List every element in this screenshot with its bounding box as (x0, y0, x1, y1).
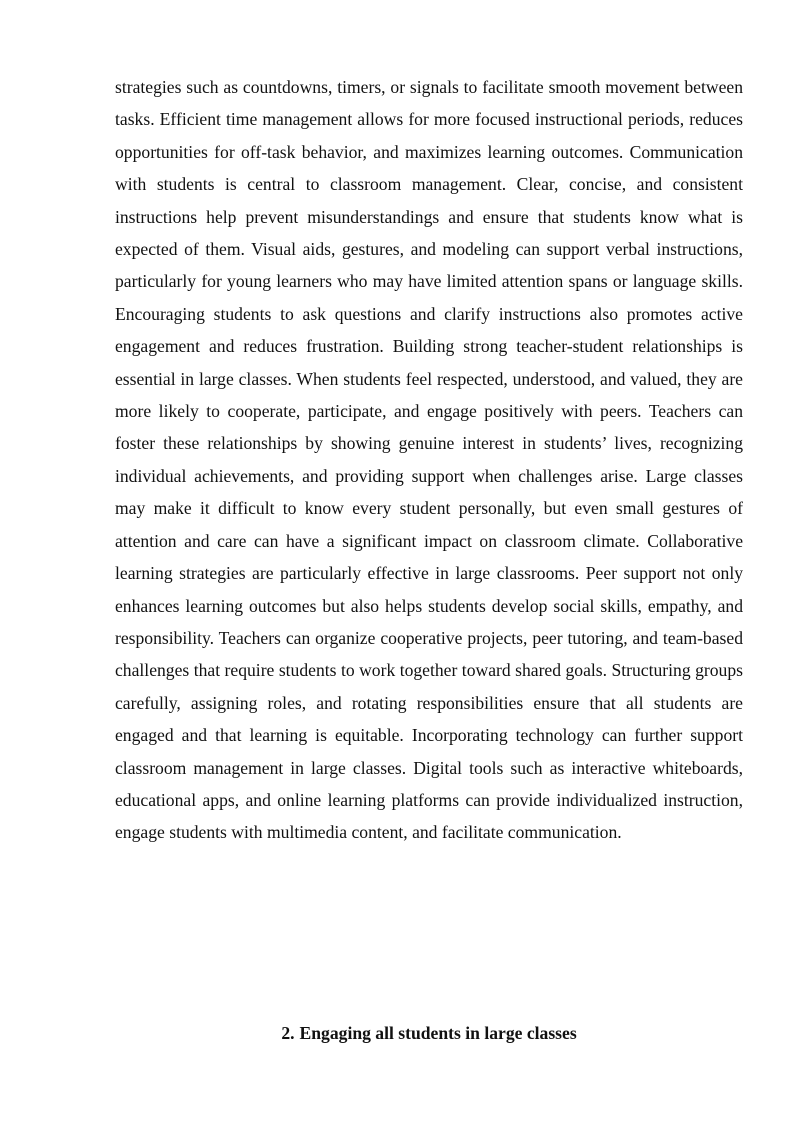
section-heading (115, 1017, 743, 1049)
section-number: 2. (281, 1023, 295, 1043)
section-title: Engaging all students in large classes (299, 1023, 577, 1043)
body-paragraph: strategies such as countdowns, timers, or signals to facilitate smooth movement between tasks. Efficient time management allows for more focused instructional periods, reduces opportunities for off-task behavior, and maximizes learning outcomes. Communication with students is central to classroom management. Clear, concise, and consistent instructions help prevent misunderstandings and ensure that students know what is expected of them. Visual aids, gestures, and modeling can support verbal instructions, particularly for young learners who may have limited attention spans or language skills. Encouraging students to ask questions and clarify instructions also promotes active engagement and reduces frustration. Building strong teacher-student relationships is essential in large classes. When students feel respected, understood, and valued, they are more likely to cooperate, participate, and engage positively with peers. Teachers can foster these relationships by showing genuine interest in students’ lives, recognizing individual achievements, and providing support when challenges arise. Large classes may make it difficult to know every student personally, but even small gestures of attention and care can have a significant impact on classroom climate. Collaborative learning strategies are particularly effective in large classrooms. Peer support not only enhances learning outcomes but also helps students develop social skills, empathy, and responsibility. Teachers can organize cooperative projects, peer tutoring, and team-based challenges that require students to work together toward shared goals. Structuring groups carefully, assigning roles, and rotating responsibilities ensure that all students are engaged and that learning is equitable. Incorporating technology can further support classroom management in large classes. Digital tools such as interactive whiteboards, educational apps, and online learning platforms can provide individualized instruction, engage students with multimedia content, and facilitate communication. (115, 77, 743, 843)
